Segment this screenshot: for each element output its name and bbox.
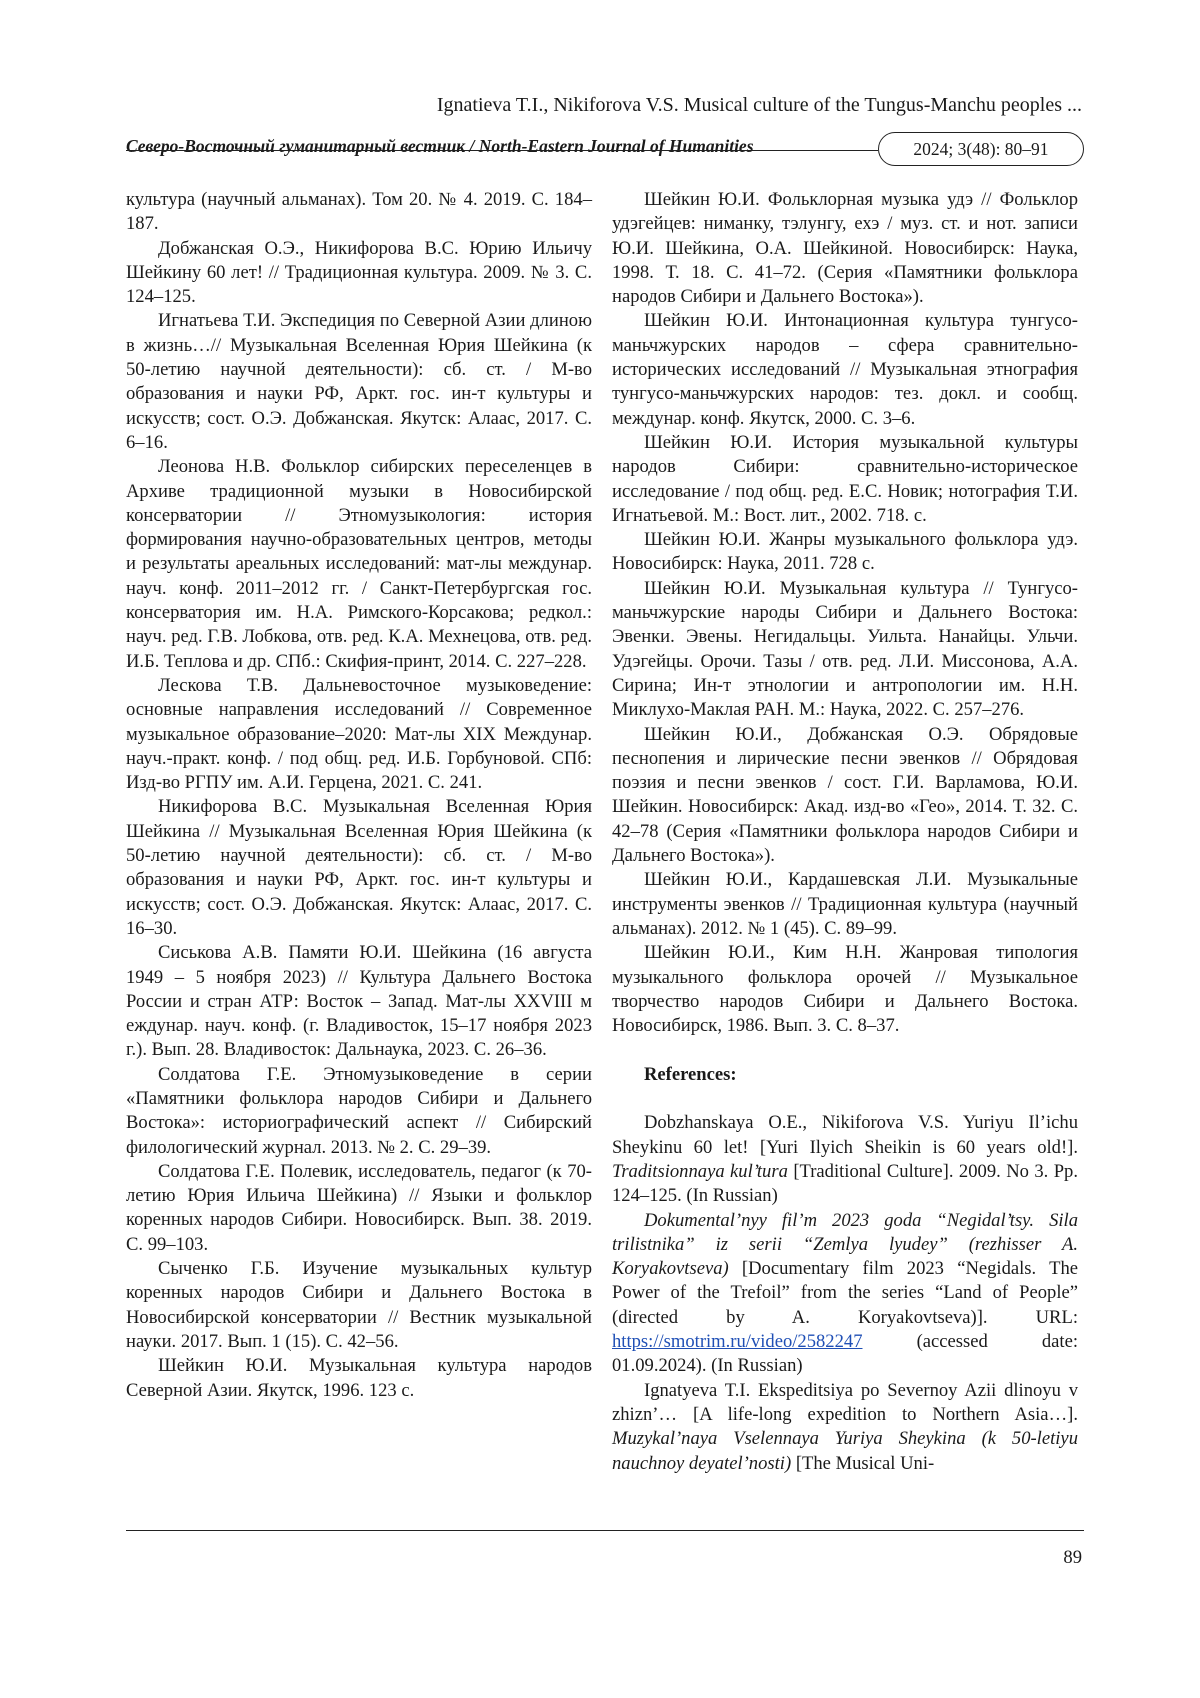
- bib-entry: Сыченко Г.Б. Изучение музыкальных культур коренных народов Сибири и Дальнего Востока в Новосибирской консерватории // Вестник музыкальной науки. 2017. Вып. 1 (15). С. 42–56.: [126, 1258, 592, 1352]
- reference-title: Dokumental’nyy fil’m 2023 goda “Negidal’tsy. Sila trilistnika” iz serii “Zemlya lyudey” (rezhisser A. Koryakovtseva): [612, 1209, 1078, 1280]
- right-column: [612, 188, 1078, 1476]
- bib-entry: Шейкин Ю.И., Кардашевская Л.И. Музыкальные инструменты эвенков // Традиционная культура (научный альманах). 2012. № 1 (45). С. 89–99.: [612, 869, 1078, 939]
- bib-entry: Игнатьева Т.И. Экспедиция по Северной Азии длиною в жизнь…// Музыкальная Вселенная Юрия Шейкина (к 50-летию научной деятельности): сб. ст. / М-во образования и науки РФ, Аркт. гос. ин-т культуры и искусств; сост. О.Э. Добжанская. Якутск: Алаас, 2017. С. 6–16.: [126, 310, 592, 453]
- bib-entry: Никифорова В.С. Музыкальная Вселенная Юрия Шейкина // Музыкальная Вселенная Юрия Шейкина (к 50-летию научной деятельности): сб. ст. / М-во образования и науки РФ, Аркт. гос. ин-т культуры и искусств; сост. О.Э. Добжанская. Якутск: Алаас, 2017. С. 16–30.: [126, 796, 592, 939]
- bib-entry: Шейкин Ю.И. Интонационная культура тунгусо-маньчжурских народов – сфера сравнительно-исторических исследований // Музыкальная этнография тунгусо-маньчжурских народов: тез. докл. и сообщ. междунар. конф. Якутск, 2000. С. 3–6.: [612, 310, 1078, 429]
- bib-entry: Лескова Т.В. Дальневосточное музыковедение: основные направления исследований // Современное музыкальное образование–2020: Мат-лы XIX Междунар. науч.-практ. конф. / под общ. ред. И.Б. Горбуновой. СПб: Изд-во РГПУ им. А.И. Герцена, 2021. С. 241.: [126, 674, 592, 794]
- bib-entry: Шейкин Ю.И., Ким Н.Н. Жанровая типология музыкального фольклора орочей // Музыкальное творчество народов Сибири и Дальнего Востока. Новосибирск, 1986. Вып. 3. С. 8–37.: [612, 942, 1078, 1037]
- issue-badge: [878, 132, 1084, 166]
- bib-entry: Добжанская О.Э., Никифорова В.С. Юрию Ильичу Шейкину 60 лет! // Традиционная культура. 2009. № 3. С. 124–125.: [126, 237, 592, 308]
- reference-title: Traditsionnaya kul’tura: [612, 1160, 788, 1182]
- running-title: Ignatieva T.I., Nikiforova V.S. Musical culture of the Tungus-Manchu peoples ...: [436, 94, 1082, 116]
- reference-tail: [The Musical Uni-: [791, 1452, 935, 1474]
- left-column: [126, 188, 592, 1403]
- bib-entry: Шейкин Ю.И. Музыкальная культура // Тунгусо-маньчжурские народы Сибири и Дальнего Востока: Эвенки. Эвены. Негидальцы. Уильта. Нанайцы. Ульчи. Удэгейцы. Орочи. Тазы / отв. ред. Л.И. Миссонова, А.А. Сирина; Ин-т этнологии и антропологии им. Н.Н. Миклухо-Маклая РАН. М.: Наука, 2022. С. 257–276.: [612, 577, 1078, 721]
- reference-text: [Documentary film 2023 “Negidals. The Power of the Trefoil” from the series “Land of People” (directed by A. Koryakovtseva)]. URL:: [612, 1258, 1078, 1328]
- bib-entry: Шейкин Ю.И., Добжанская О.Э. Обрядовые песнопения и лирические песни эвенков // Обрядовая поэзия и песни эвенков / сост. Г.И. Варламова, Ю.И. Шейкин. Новосибирск: Акад. изд-во «Гео», 2014. Т. 32. С. 42–78 (Серия «Памятники фольклора народов Сибири и Дальнего Востока»).: [612, 723, 1078, 867]
- reference-url-link[interactable]: https://smotrim.ru/video/2582247: [612, 1331, 863, 1353]
- bib-entry: Шейкин Ю.И. Фольклорная музыка удэ // Фольклор удэгейцев: ниманку, тэлунгу, ехэ / муз. ст. и нот. записи Ю.И. Шейкина, О.А. Шейкиной. Новосибирск: Наука, 1998. Т. 18. С. 41–72. (Серия «Памятники фольклора народов Сибири и Дальнего Востока»).: [612, 189, 1078, 308]
- reference-entry: [612, 1379, 1078, 1476]
- bib-entry: Шейкин Ю.И. Музыкальная культура народов Северной Азии. Якутск, 1996. 123 с.: [126, 1355, 592, 1401]
- reference-title: Muzykal’naya Vselennaya Yuriya Sheykina (k 50-letiyu nauchnoy deyatel’nosti): [612, 1428, 1078, 1474]
- bib-entry: Сиськова А.В. Памяти Ю.И. Шейкина (16 августа 1949 – 5 ноября 2023) // Культура Дальнего Востока России и стран АТР: Восток – Запад. Мат-лы XXVIII м еждунар. науч. конф. (г. Владивосток, 15–17 ноября 2023 г.). Вып. 28. Владивосток: Дальнаука, 2023. С. 26–36.: [126, 942, 592, 1061]
- reference-text: Ignatyeva T.I. Ekspeditsiya po Severnoy Azii dlinoyu v zhizn’… [A life-long expedition to Northern Asia…].: [612, 1379, 1078, 1425]
- bib-entry: Леонова Н.В. Фольклор сибирских переселенцев в Архиве традиционной музыки в Новосибирской консерватории // Этномузыкология: история формирования научно-образовательных центров, методы и результаты ареальных исследований: мат-лы междунар. науч. конф. 2011–2012 гг. / Санкт-Петербургская гос. консерватория им. Н.А. Римского-Корсакова; редкол.: науч. ред. Г.В. Лобкова, отв. ред. К.А. Мехнецова, отв. ред. И.Б. Теплова и др. СПб.: Скифия-принт, 2014. С. 227–228.: [126, 456, 592, 672]
- journal-title: Северо-Восточный гуманитарный вестник / North-Eastern Journal of Humanities: [126, 136, 754, 156]
- bib-entry: Солдатова Г.Е. Полевик, исследователь, педагог (к 70-летию Юрия Ильича Шейкина) // Языки и фольклор коренных народов Сибири. Новосибирск. Вып. 38. 2019. С. 99–103.: [126, 1160, 592, 1255]
- reference-text: Dobzhanskaya O.E., Nikiforova V.S. Yuriyu Il’ichu Sheykinu 60 let! [Yuri Ilyich Sheikin is 60 years old!].: [612, 1112, 1078, 1158]
- bib-entry: культура (научный альманах). Том 20. № 4. 2019. С. 184–187.: [126, 189, 592, 235]
- bib-entry: Шейкин Ю.И. Жанры музыкального фольклора удэ. Новосибирск: Наука, 2011. 728 с.: [612, 529, 1078, 575]
- header-rule: [126, 150, 878, 151]
- page-number: 89: [1063, 1547, 1082, 1568]
- reference-entry: [612, 1209, 1078, 1379]
- bib-entry: Солдатова Г.Е. Этномузыковедение в серии «Памятники фольклора народов Сибири и Дальнего Востока»: историографический аспект // Сибирский филологический журнал. 2013. № 2. С. 29–39.: [126, 1063, 592, 1158]
- references-heading: References:: [644, 1064, 737, 1086]
- footer-rule: [126, 1530, 1084, 1531]
- bib-entry: Шейкин Ю.И. История музыкальной культуры народов Сибири: сравнительно-историческое исследование / под общ. ред. Е.С. Новик; нотография Т.И. Игнатьевой. М.: Вост. лит., 2002. 718. с.: [612, 431, 1078, 526]
- issue-label: 2024; 3(48): 80–91: [913, 138, 1049, 159]
- reference-tail: (accessed date: 01.09.2024). (In Russian): [612, 1331, 1078, 1377]
- reference-tail: [Traditional Culture]. 2009. No 3. Pp. 124–125. (In Russian): [612, 1160, 1078, 1207]
- reference-entry: [612, 1111, 1078, 1208]
